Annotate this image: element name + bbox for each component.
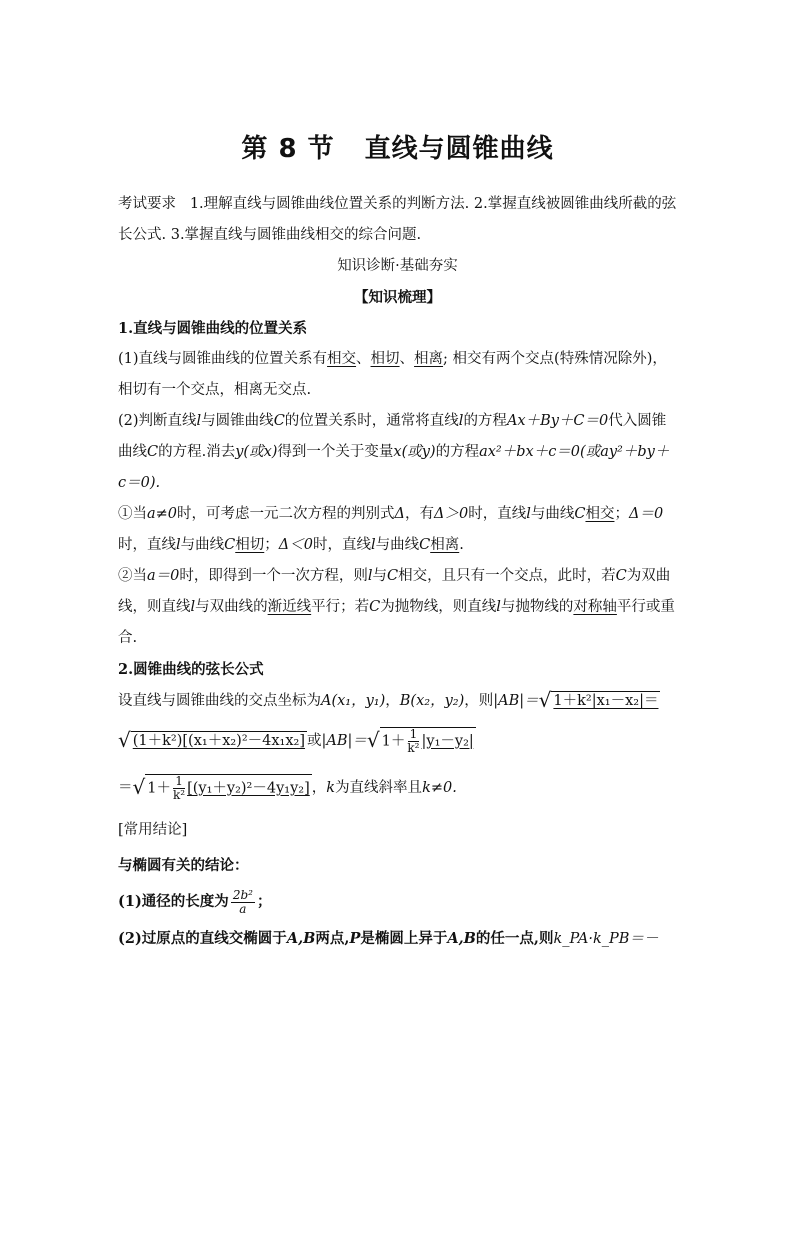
text: ； — [614, 506, 629, 522]
math: a＝0 — [147, 568, 180, 584]
section1-heading: 1.直线与圆锥曲线的位置关系 — [118, 320, 308, 337]
text: ②当 — [118, 568, 147, 584]
point-a: A(x₁，y₁) — [321, 693, 386, 709]
conclusion-2 — [118, 923, 677, 955]
math: y(或x) — [235, 444, 278, 460]
var-c: C — [387, 568, 399, 584]
var-c: C — [615, 568, 627, 584]
text: ； — [264, 537, 279, 553]
text: 或 — [307, 733, 322, 749]
document-page — [0, 128, 794, 1251]
var-l: l — [176, 537, 181, 553]
text: 时，即得到一个一次方程，则 — [179, 568, 368, 584]
formula-1: 1＋k²|x₁－x₂|＝ — [553, 693, 659, 709]
section1-paragraph2 — [118, 406, 677, 499]
subtitle: 知识诊断·基础夯实 — [337, 258, 458, 274]
text: ； — [256, 893, 272, 910]
var-c: C — [574, 506, 586, 522]
text: ，则 — [464, 693, 494, 709]
text: 与曲线 — [180, 537, 225, 553]
chord-length: |AB|＝ — [493, 693, 539, 709]
var-l: l — [458, 413, 464, 429]
denominator: k² — [172, 787, 186, 802]
text: 为直线斜率且 — [335, 780, 423, 796]
answer-asymptote: 渐近线 — [267, 599, 312, 615]
math: Δ＜0 — [278, 537, 313, 553]
requirement-text: 1.理解直线与圆锥曲线位置关系的判断方法. 2.掌握直线被圆锥曲线所截的弦长公式. 3.掌握直线与圆锥曲线相交的综合问题. — [118, 196, 677, 243]
math: Δ — [394, 506, 406, 522]
text: 1＋ — [381, 733, 406, 749]
numerator: 2b² — [232, 887, 253, 902]
text: 平行；若 — [311, 599, 370, 615]
answer-intersect: 相交 — [585, 506, 615, 522]
quadratic-equation: ax²＋bx＋c＝0(或ay²＋by＋c＝0). — [118, 444, 670, 491]
var-c: C — [147, 444, 159, 460]
text: 、 — [356, 351, 371, 367]
var-c: C — [369, 599, 381, 615]
text: ，有 — [405, 506, 435, 522]
var-l: l — [496, 599, 501, 615]
line-equation: Ax＋By＋C＝0 — [506, 413, 609, 429]
section-name: 直线与圆锥曲线 — [364, 134, 554, 164]
text: 平行或重合. — [118, 599, 675, 646]
text: . — [459, 537, 464, 553]
text: 与曲线 — [530, 506, 575, 522]
requirement-label: 考试要求 — [118, 196, 176, 212]
text: 代入圆锥曲线 — [118, 413, 667, 460]
text: 与曲线 — [375, 537, 420, 553]
math: A,B — [447, 930, 476, 947]
section1-paragraph4 — [118, 561, 677, 654]
var-l: l — [367, 568, 373, 584]
section1-paragraph3 — [118, 499, 677, 561]
slope-product: k_PA·k_PB＝－ — [553, 931, 659, 947]
answer-symmetry-axis: 对称轴 — [573, 599, 617, 615]
text: 的方程 — [435, 444, 480, 460]
fraction — [231, 889, 255, 916]
text: 的位置关系时，通常将直线 — [284, 413, 459, 429]
math: Δ＝0 — [628, 506, 664, 522]
text: 与双曲线的 — [195, 599, 268, 615]
text: (1)直线与圆锥曲线的位置关系有 — [118, 351, 328, 367]
formula-2: (1＋k²)[(x₁＋x₂)²－4x₁x₂] — [132, 733, 306, 749]
numerator: 1 — [175, 773, 183, 788]
denominator: a — [239, 901, 247, 916]
chord-length: |AB|＝ — [321, 733, 367, 749]
text: ， — [311, 780, 327, 796]
text: 为抛物线，则直线 — [380, 599, 497, 615]
text: 与 — [372, 568, 388, 584]
var-l: l — [370, 537, 376, 553]
sqrt-icon: √ — [538, 688, 552, 712]
answer-apart: 相离 — [430, 537, 460, 553]
text: 时，直线 — [468, 506, 527, 522]
section1-paragraph1 — [118, 344, 677, 406]
section2-formula-line3 — [118, 764, 677, 811]
sqrt-icon: √ — [366, 728, 380, 752]
math: k≠0. — [422, 780, 457, 796]
var-c: C — [419, 537, 431, 553]
conclusion-1 — [118, 881, 677, 923]
formula-3 — [380, 727, 476, 755]
text: 1＋ — [147, 780, 171, 796]
math: a≠0 — [147, 506, 178, 522]
fraction — [407, 728, 419, 755]
math: P — [349, 930, 361, 947]
text: 与抛物线的 — [500, 599, 574, 615]
text: 与圆锥曲线 — [201, 413, 274, 429]
section-number: 第 8 节 — [241, 134, 335, 164]
math: A,B — [286, 930, 316, 947]
formula-4 — [145, 774, 312, 802]
text: 相交，且只有一个交点，此时，若 — [398, 568, 616, 584]
text: ; 相交有两个交点(特殊情况除外)，相切有一个交点，相离无交点. — [118, 351, 667, 398]
answer-intersect: 相交 — [327, 351, 357, 367]
point-b: B(x₂，y₂) — [399, 693, 465, 709]
text: 的方程.消去 — [158, 444, 236, 460]
text: (1)通径的长度为 — [118, 893, 229, 910]
section2-formula-line2 — [118, 717, 677, 764]
page-title — [118, 128, 677, 165]
math: x(或y) — [393, 444, 436, 460]
answer-apart: 相离 — [414, 351, 444, 367]
text: (2)判断直线 — [118, 413, 197, 429]
text: 设直线与圆锥曲线的交点坐标为 — [118, 693, 321, 709]
common-conclusions-label: [常用结论] — [118, 822, 188, 838]
numerator: 1 — [409, 726, 418, 741]
ellipse-conclusions-heading: 与椭圆有关的结论： — [118, 857, 249, 874]
exam-requirement — [118, 189, 677, 251]
sqrt-icon: √ — [132, 775, 146, 799]
var-l: l — [190, 599, 196, 615]
answer-tangent: 相切 — [235, 537, 265, 553]
text: |y₁－y₂| — [421, 733, 474, 749]
text: ①当 — [118, 506, 147, 522]
text: (2)过原点的直线交椭圆于 — [118, 930, 287, 947]
var-l: l — [526, 506, 531, 522]
text: 的方程 — [463, 413, 507, 429]
text: 时，直线 — [118, 537, 176, 553]
var-k: k — [326, 780, 336, 796]
text: 得到一个关于变量 — [277, 444, 394, 460]
denominator: k² — [407, 740, 420, 755]
text: 两点, — [315, 930, 350, 947]
var-c: C — [224, 537, 236, 553]
var-c: C — [273, 413, 285, 429]
fraction — [173, 775, 185, 802]
text: 是椭圆上异于 — [360, 930, 448, 947]
text: [(y₁＋y₂)²－4y₁y₂] — [187, 780, 310, 796]
text: ， — [385, 693, 400, 709]
section2-heading: 2.圆锥曲线的弦长公式 — [118, 661, 264, 678]
section2-paragraph1 — [118, 685, 677, 717]
text: 时，可考虑一元二次方程的判别式 — [177, 506, 395, 522]
text: ＝ — [118, 780, 133, 796]
bracket-heading: 【知识梳理】 — [354, 289, 441, 306]
text: 时，直线 — [312, 537, 371, 553]
text: 、 — [399, 351, 415, 367]
text: 为双曲线，则直线 — [118, 568, 671, 615]
sqrt-icon: √ — [118, 728, 131, 752]
math: Δ＞0 — [434, 506, 469, 522]
var-l: l — [196, 413, 202, 429]
answer-tangent: 相切 — [370, 351, 400, 367]
text: 的任一点,则 — [475, 930, 554, 947]
